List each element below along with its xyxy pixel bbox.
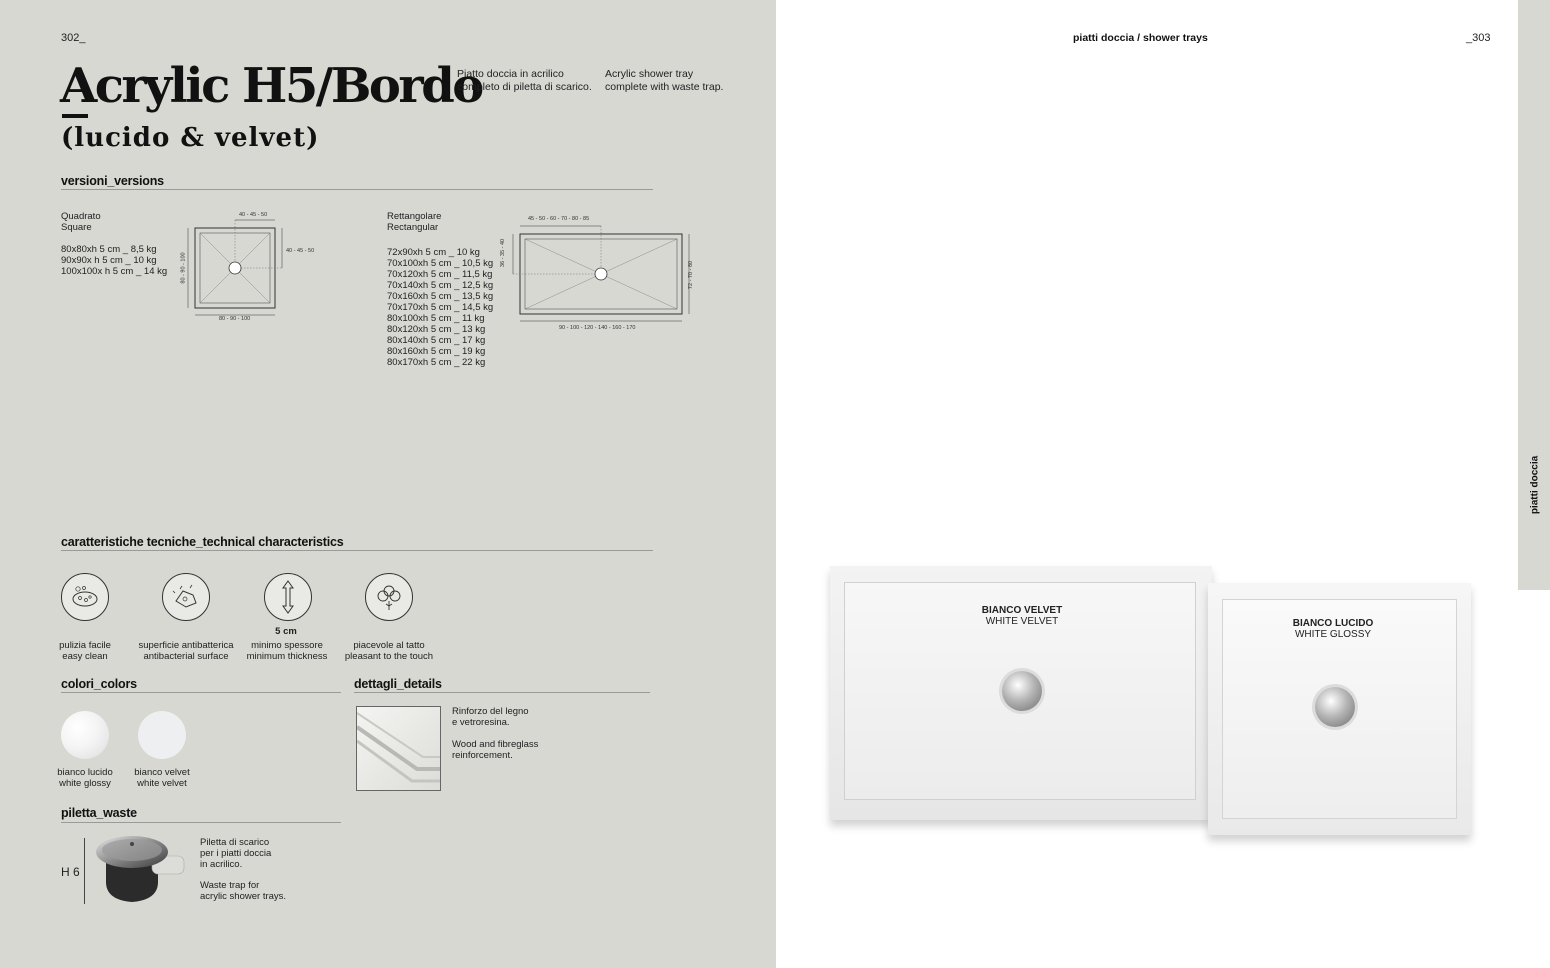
feature-pleasant: piacevole al tatto pleasant to the touch xyxy=(344,640,434,662)
list-item: 100x100x h 5 cm _ 14 kg xyxy=(61,266,168,277)
sponge-icon xyxy=(61,573,109,621)
tray-velvet-label: BIANCO VELVET WHITE VELVET xyxy=(981,605,1063,627)
versions-heading: versioni_versions xyxy=(61,174,164,188)
details-text-it: Rinforzo del legno e vetroresina. xyxy=(452,706,529,728)
list-item: 80x160xh 5 cm _ 19 kg xyxy=(387,346,486,357)
rectangular-label: Rettangolare Rectangular xyxy=(387,211,442,233)
list-item: 70x100xh 5 cm _ 10,5 kg xyxy=(387,258,494,269)
waste-code: H 6 xyxy=(61,865,80,879)
drain-icon xyxy=(1315,687,1355,727)
list-item: 80x170xh 5 cm _ 22 kg xyxy=(387,357,486,368)
list-item: 72x90xh 5 cm _ 10 kg xyxy=(387,247,480,258)
swatch-white-velvet[interactable] xyxy=(138,711,186,759)
thickness-icon xyxy=(264,573,312,621)
product-title: Acrylic H5/Bordo xyxy=(60,58,482,114)
list-item: 70x140xh 5 cm _ 12,5 kg xyxy=(387,280,494,291)
cotton-icon xyxy=(365,573,413,621)
square-dim-right: 40 - 45 - 50 xyxy=(286,248,315,254)
waste-trap-icon xyxy=(92,830,192,906)
page-number-left: 302_ xyxy=(61,32,86,44)
colors-heading: colori_colors xyxy=(61,677,137,691)
list-item: 90x90x h 5 cm _ 10 kg xyxy=(61,255,157,266)
waste-divider xyxy=(84,838,85,904)
rectangular-tray-drawing xyxy=(500,212,710,332)
square-dim-top: 40 - 45 - 50 xyxy=(239,212,268,218)
page-number-right: _303 xyxy=(1466,32,1491,44)
list-item: 70x120xh 5 cm _ 11,5 kg xyxy=(387,269,493,280)
rectangular-dim-left: 36 - 35 - 40 xyxy=(500,238,507,268)
feature-thickness: minimo spessore minimum thickness xyxy=(246,640,328,662)
list-item: 70x170xh 5 cm _ 14,5 kg xyxy=(387,302,494,313)
intro-english: Acrylic shower tray complete with waste trap. xyxy=(605,68,724,93)
antibacterial-icon xyxy=(162,573,210,621)
square-dim-bottom: 80 - 90 - 100 xyxy=(219,316,251,322)
list-item: 80x80xh 5 cm _ 8,5 kg xyxy=(61,244,157,255)
list-item: 80x140xh 5 cm _ 17 kg xyxy=(387,335,486,346)
list-item: 80x120xh 5 cm _ 13 kg xyxy=(387,324,486,335)
list-item: 70x160xh 5 cm _ 13,5 kg xyxy=(387,291,494,302)
rectangular-dim-right: 72 - 70 - 80 xyxy=(688,260,695,290)
rectangular-sizes-list xyxy=(387,247,493,368)
waste-heading: piletta_waste xyxy=(61,806,137,820)
square-sizes-list xyxy=(61,244,167,277)
list-item: 80x100xh 5 cm _ 11 kg xyxy=(387,313,485,324)
drain-icon xyxy=(1002,671,1042,711)
waste-text-it: Piletta di scarico per i piatti doccia in acrilico. xyxy=(200,837,272,870)
technical-rule xyxy=(61,550,653,551)
rectangular-dim-bottom: 90 - 100 - 120 - 140 - 160 - 170 xyxy=(559,325,636,331)
square-tray-drawing xyxy=(178,208,328,326)
versions-rule xyxy=(61,189,653,190)
section-header: piatti doccia / shower trays xyxy=(1073,32,1208,44)
feature-easy-clean: pulizia facile easy clean xyxy=(59,640,111,662)
square-dim-left: 80 - 90 - 100 xyxy=(180,252,187,284)
swatch-white-glossy[interactable] xyxy=(61,711,109,759)
waste-rule xyxy=(61,822,341,823)
rectangular-dim-top: 45 - 50 - 60 - 70 - 80 - 85 xyxy=(528,216,590,222)
colors-rule xyxy=(61,692,341,693)
color-label-velvet: bianco velvet white velvet xyxy=(134,767,190,789)
technical-heading: caratteristiche tecniche_technical characteristics xyxy=(61,535,344,549)
side-tab-label: piatti doccia xyxy=(1529,455,1541,515)
detail-photo xyxy=(356,706,441,791)
title-underline xyxy=(62,114,88,118)
color-label-glossy: bianco lucido white glossy xyxy=(57,767,113,789)
waste-text-en: Waste trap for acrylic shower trays. xyxy=(200,880,287,902)
details-heading: dettagli_details xyxy=(354,677,442,691)
thickness-value: 5 cm xyxy=(275,626,297,637)
square-label: Quadrato Square xyxy=(61,211,101,233)
intro-italian: Piatto doccia in acrilico completo di piletta di scarico. xyxy=(457,68,592,93)
details-rule xyxy=(354,692,650,693)
product-subtitle: (lucido & velvet) xyxy=(61,123,320,153)
details-text-en: Wood and fibreglass reinforcement. xyxy=(452,739,539,761)
feature-antibacterial: superficie antibatterica antibacterial surface xyxy=(138,640,234,662)
tray-glossy-label: BIANCO LUCIDO WHITE GLOSSY xyxy=(1292,618,1374,640)
